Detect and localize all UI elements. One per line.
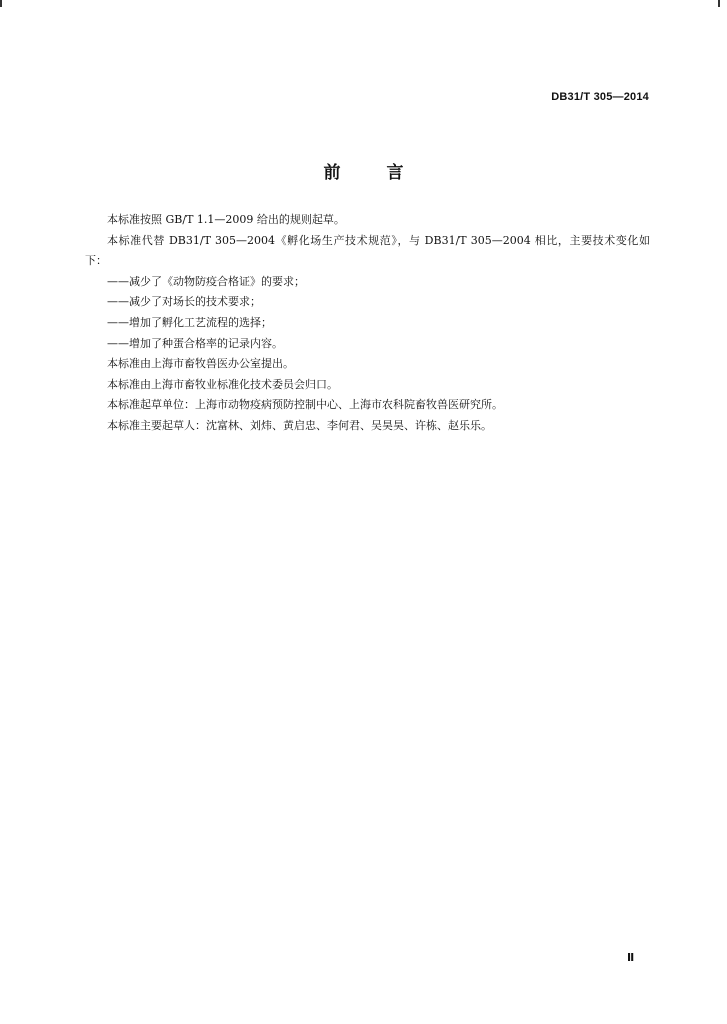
scan-edge-mark-left	[0, 0, 2, 7]
paragraph-replacement: 本标准代替 DB31/T 305—2004《孵化场生产技术规范》，与 DB31/T 305—2004 相比，主要技术变化如下：	[85, 233, 650, 268]
foreword-body	[85, 210, 650, 437]
scan-edge-mark-right	[718, 0, 720, 7]
paragraph-drafters: 本标准主要起草人：沈富林、刘炜、黄启忠、李何君、吴昊昊、许栋、赵乐乐。	[107, 418, 492, 432]
paragraph-proposer: 本标准由上海市畜牧兽医办公室提出。	[107, 357, 294, 371]
change-item-4: ——增加了种蛋合格率的记录内容。	[107, 336, 283, 350]
change-item-2: ——减少了对场长的技术要求；	[107, 295, 261, 309]
change-item-3: ——增加了孵化工艺流程的选择；	[107, 315, 272, 329]
standard-code: DB31/T 305—2014	[551, 91, 649, 103]
title-char-2: 言	[386, 163, 404, 183]
paragraph-drafting-rule: 本标准按照 GB/T 1.1—2009 给出的规则起草。	[107, 213, 345, 226]
title-char-1: 前	[323, 163, 341, 183]
change-item-1: ——减少了《动物防疫合格证》的要求；	[107, 274, 305, 288]
page-title	[0, 158, 727, 183]
page-number: Ⅱ	[627, 952, 635, 964]
paragraph-committee: 本标准由上海市畜牧业标准化技术委员会归口。	[107, 377, 338, 391]
paragraph-drafting-units: 本标准起草单位：上海市动物疫病预防控制中心、上海市农科院畜牧兽医研究所。	[107, 398, 503, 412]
